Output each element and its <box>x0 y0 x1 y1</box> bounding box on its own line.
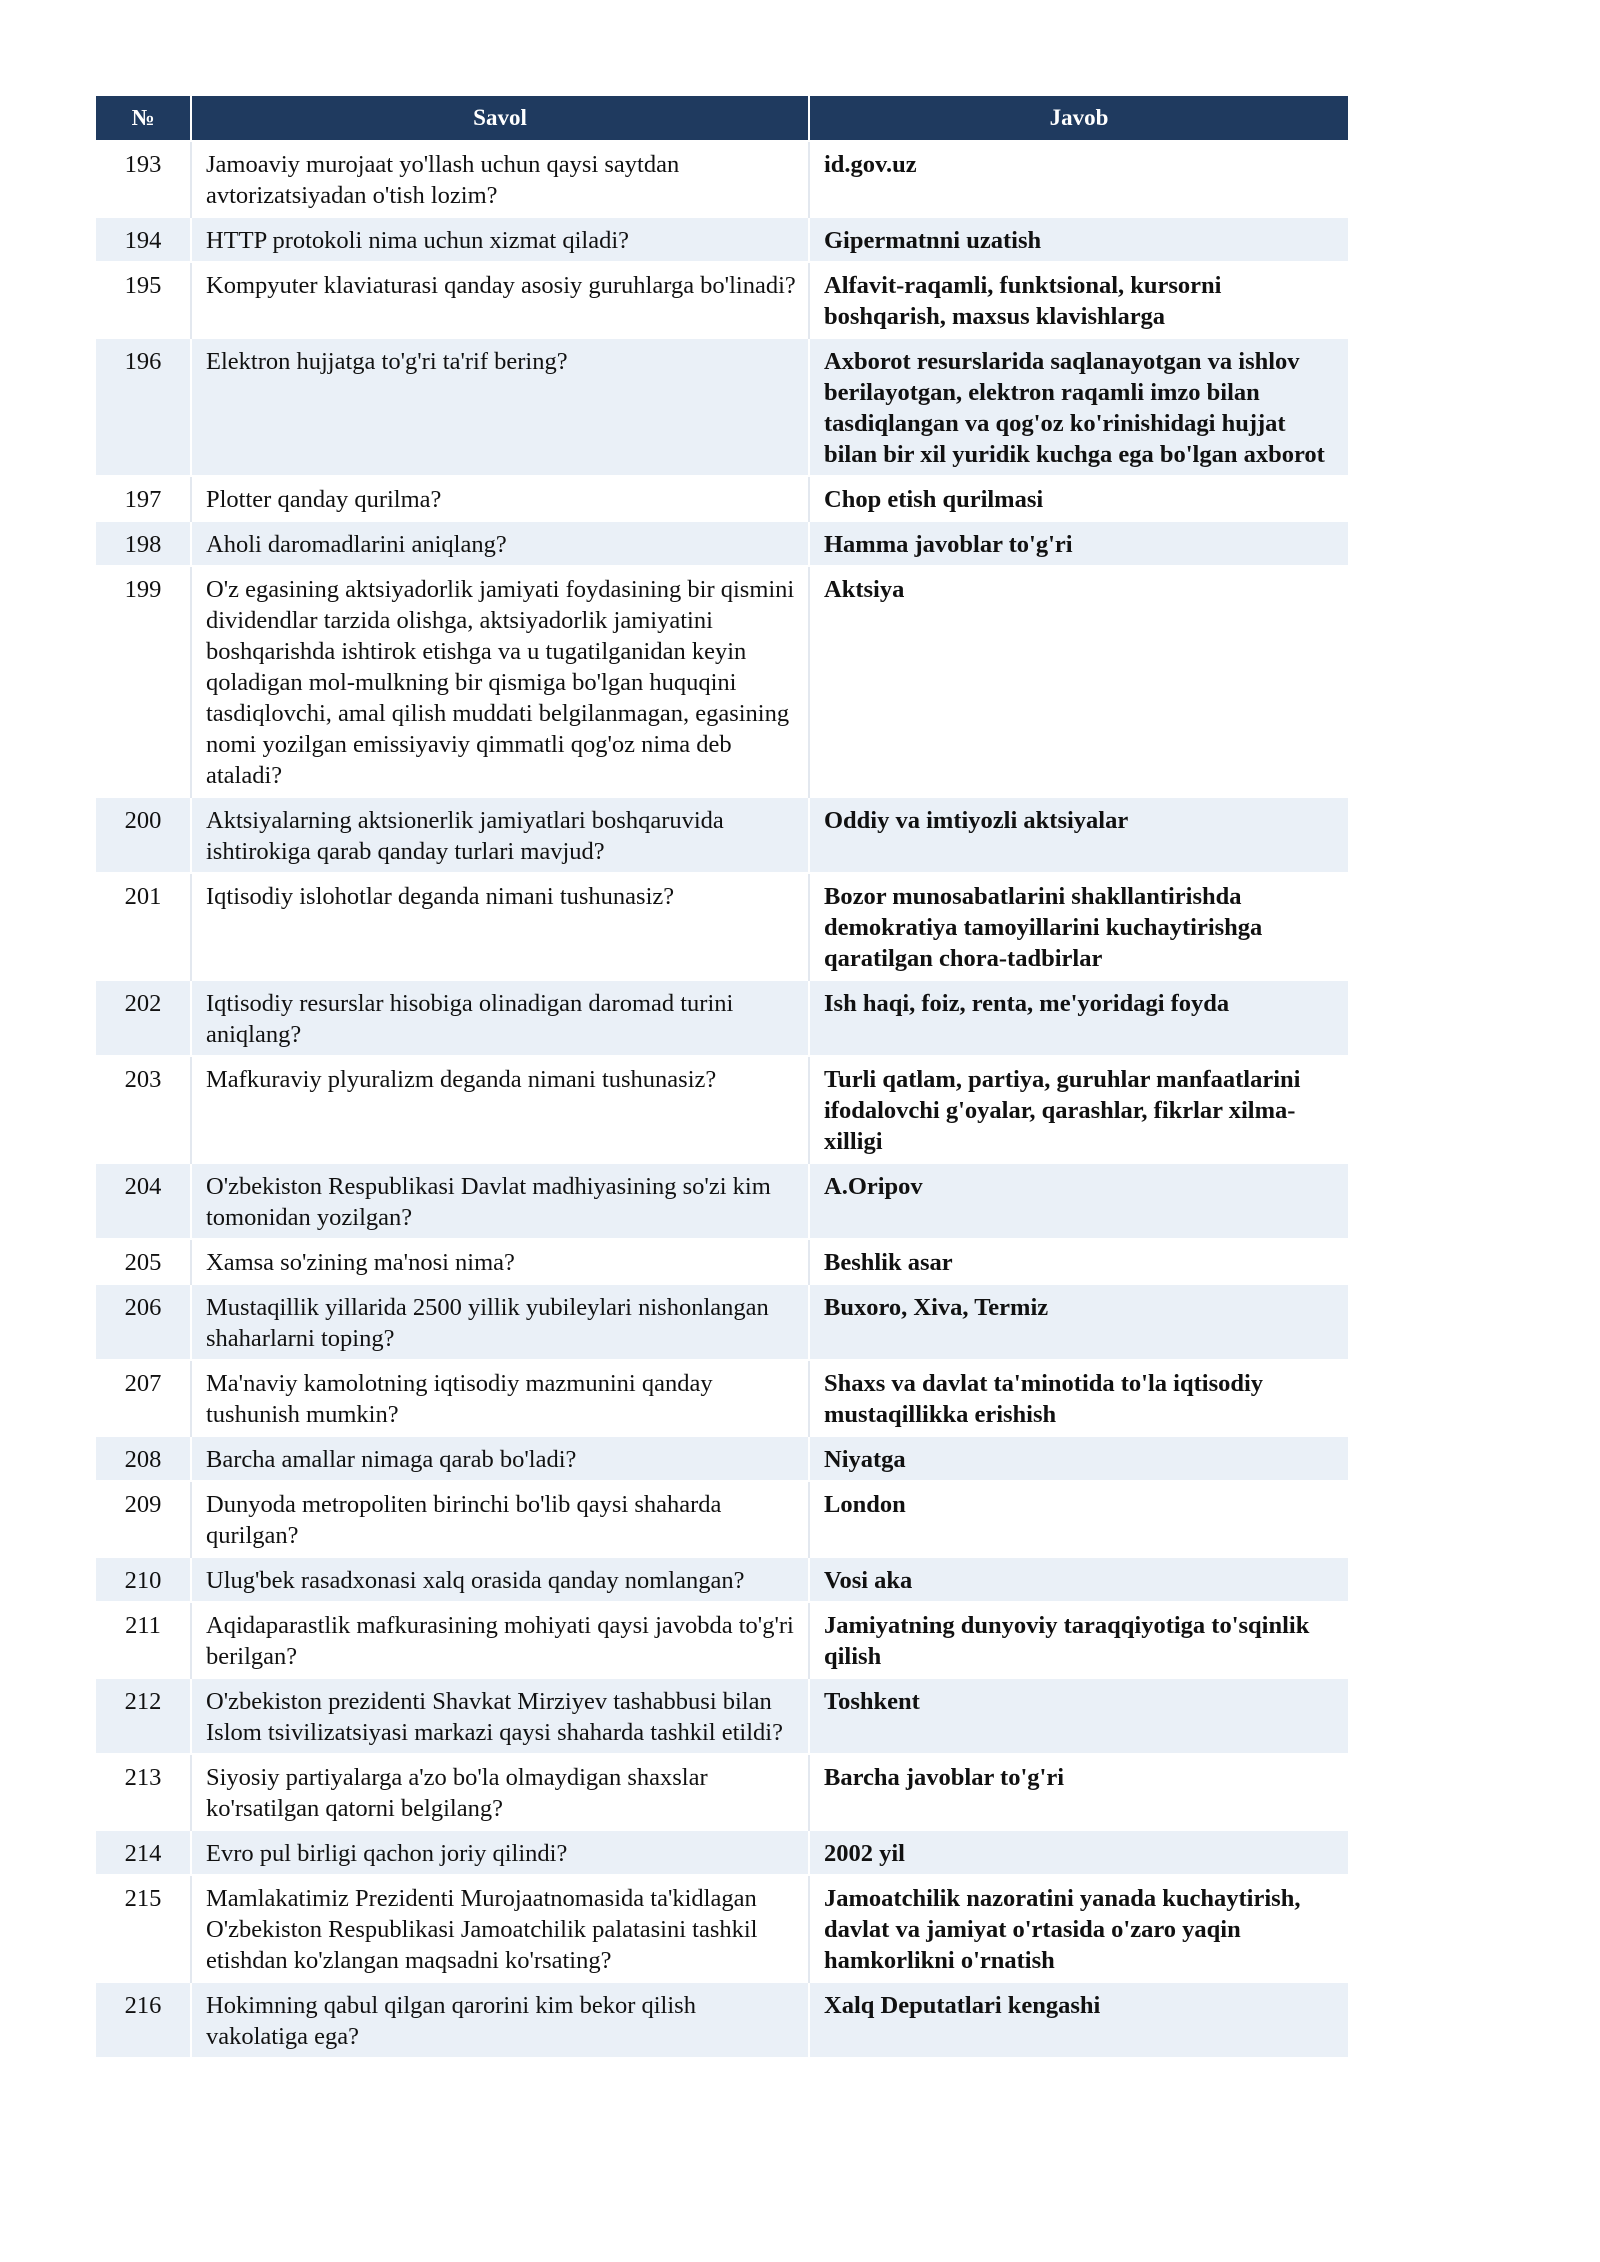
row-question: Barcha amallar nimaga qarab bo'ladi? <box>191 1436 809 1481</box>
header-row <box>96 96 1348 141</box>
row-answer: Niyatga <box>809 1436 1348 1481</box>
table-row <box>96 797 1348 873</box>
table-row <box>96 141 1348 217</box>
row-question: O'zbekiston prezidenti Shavkat Mirziyev tashabbusi bilan Islom tsivilizatsiyasi markazi qaysi shaharda tashkil etildi? <box>191 1678 809 1754</box>
row-answer: Beshlik asar <box>809 1239 1348 1284</box>
header-question: Savol <box>191 96 809 141</box>
row-question: Aqidaparastlik mafkurasining mohiyati qaysi javobda to'g'ri berilgan? <box>191 1602 809 1678</box>
row-question: HTTP protokoli nima uchun xizmat qiladi? <box>191 217 809 262</box>
row-answer: Axborot resurslarida saqlanayotgan va ishlov berilayotgan, elektron raqamli imzo bilan tasdiqlangan va qog'oz ko'rinishidagi hujjat bilan bir xil yuridik kuchga ega bo'lgan axborot <box>809 338 1348 476</box>
row-answer: Vosi aka <box>809 1557 1348 1602</box>
row-question: Iqtisodiy islohotlar deganda nimani tushunasiz? <box>191 873 809 980</box>
row-number: 212 <box>96 1678 191 1754</box>
row-number: 204 <box>96 1163 191 1239</box>
row-number: 216 <box>96 1982 191 2057</box>
row-answer: Gipermatnni uzatish <box>809 217 1348 262</box>
row-question: Plotter qanday qurilma? <box>191 476 809 521</box>
row-number: 202 <box>96 980 191 1056</box>
row-number: 215 <box>96 1875 191 1982</box>
row-question: Evro pul birligi qachon joriy qilindi? <box>191 1830 809 1875</box>
row-answer: Aktsiya <box>809 566 1348 797</box>
row-number: 193 <box>96 141 191 217</box>
row-answer: Xalq Deputatlari kengashi <box>809 1982 1348 2057</box>
table-header <box>96 96 1348 141</box>
row-number: 197 <box>96 476 191 521</box>
table-row <box>96 1360 1348 1436</box>
row-question: Kompyuter klaviaturasi qanday asosiy guruhlarga bo'linadi? <box>191 262 809 338</box>
row-question: Dunyoda metropoliten birinchi bo'lib qaysi shaharda qurilgan? <box>191 1481 809 1557</box>
row-number: 195 <box>96 262 191 338</box>
row-question: O'zbekiston Respublikasi Davlat madhiyasining so'zi kim tomonidan yozilgan? <box>191 1163 809 1239</box>
row-number: 199 <box>96 566 191 797</box>
table-row <box>96 1436 1348 1481</box>
row-question: Mamlakatimiz Prezidenti Murojaatnomasida ta'kidlagan O'zbekiston Respublikasi Jamoatchilik palatasini tashkil etishdan ko'zlangan maqsadni ko'rsating? <box>191 1875 809 1982</box>
row-question: Elektron hujjatga to'g'ri ta'rif bering? <box>191 338 809 476</box>
row-answer: Bozor munosabatlarini shakllantirishda demokratiya tamoyillarini kuchaytirishga qaratilgan chora-tadbirlar <box>809 873 1348 980</box>
table-row <box>96 980 1348 1056</box>
table-row <box>96 566 1348 797</box>
row-number: 211 <box>96 1602 191 1678</box>
row-answer: 2002 yil <box>809 1830 1348 1875</box>
row-answer: Barcha javoblar to'g'ri <box>809 1754 1348 1830</box>
row-question: Siyosiy partiyalarga a'zo bo'la olmaydigan shaxslar ko'rsatilgan qatorni belgilang? <box>191 1754 809 1830</box>
table-row <box>96 1481 1348 1557</box>
table-row <box>96 1056 1348 1163</box>
header-answer: Javob <box>809 96 1348 141</box>
row-question: Ulug'bek rasadxonasi xalq orasida qanday nomlangan? <box>191 1557 809 1602</box>
table-row <box>96 1239 1348 1284</box>
row-question: Xamsa so'zining ma'nosi nima? <box>191 1239 809 1284</box>
row-number: 205 <box>96 1239 191 1284</box>
document-page <box>96 96 1348 2057</box>
table-row <box>96 873 1348 980</box>
row-number: 210 <box>96 1557 191 1602</box>
row-question: Mustaqillik yillarida 2500 yillik yubileylari nishonlangan shaharlarni toping? <box>191 1284 809 1360</box>
row-answer: Toshkent <box>809 1678 1348 1754</box>
row-answer: Shaxs va davlat ta'minotida to'la iqtisodiy mustaqillikka erishish <box>809 1360 1348 1436</box>
row-answer: A.Oripov <box>809 1163 1348 1239</box>
row-number: 201 <box>96 873 191 980</box>
row-number: 198 <box>96 521 191 566</box>
row-answer: Turli qatlam, partiya, guruhlar manfaatlarini ifodalovchi g'oyalar, qarashlar, fikrlar xilma-xilligi <box>809 1056 1348 1163</box>
table-row <box>96 1557 1348 1602</box>
table-row <box>96 217 1348 262</box>
row-number: 206 <box>96 1284 191 1360</box>
row-answer: Oddiy va imtiyozli aktsiyalar <box>809 797 1348 873</box>
row-answer: London <box>809 1481 1348 1557</box>
row-question: Aktsiyalarning aktsionerlik jamiyatlari boshqaruvida ishtirokiga qarab qanday turlari mavjud? <box>191 797 809 873</box>
row-answer: Hamma javoblar to'g'ri <box>809 521 1348 566</box>
row-number: 213 <box>96 1754 191 1830</box>
qa-table <box>96 96 1348 2057</box>
row-number: 207 <box>96 1360 191 1436</box>
row-number: 194 <box>96 217 191 262</box>
table-row <box>96 1875 1348 1982</box>
row-number: 200 <box>96 797 191 873</box>
row-question: Hokimning qabul qilgan qarorini kim bekor qilish vakolatiga ega? <box>191 1982 809 2057</box>
table-row <box>96 1284 1348 1360</box>
table-body <box>96 141 1348 2057</box>
row-question: Iqtisodiy resurslar hisobiga olinadigan daromad turini aniqlang? <box>191 980 809 1056</box>
row-number: 214 <box>96 1830 191 1875</box>
row-number: 203 <box>96 1056 191 1163</box>
table-row <box>96 521 1348 566</box>
table-row <box>96 262 1348 338</box>
row-answer: id.gov.uz <box>809 141 1348 217</box>
row-number: 208 <box>96 1436 191 1481</box>
table-row <box>96 1602 1348 1678</box>
row-question: Aholi daromadlarini aniqlang? <box>191 521 809 566</box>
table-row <box>96 476 1348 521</box>
row-answer: Jamiyatning dunyoviy taraqqiyotiga to'sqinlik qilish <box>809 1602 1348 1678</box>
row-answer: Alfavit-raqamli, funktsional, kursorni boshqarish, maxsus klavishlarga <box>809 262 1348 338</box>
row-number: 209 <box>96 1481 191 1557</box>
table-row <box>96 1830 1348 1875</box>
row-question: Mafkuraviy plyuralizm deganda nimani tushunasiz? <box>191 1056 809 1163</box>
header-number: № <box>96 96 191 141</box>
row-question: Jamoaviy murojaat yo'llash uchun qaysi saytdan avtorizatsiyadan o'tish lozim? <box>191 141 809 217</box>
row-question: O'z egasining aktsiyadorlik jamiyati foydasining bir qismini dividendlar tarzida olishga, aktsiyadorlik jamiyatini boshqarishda ishtirok etishga va u tugatilganidan keyin qoladigan mol-mulkning bir qismiga bo'lgan huquqini tasdiqlovchi, amal qilish muddati belgilanmagan, egasining nomi yozilgan emissiyaviy qimmatli qog'oz nima deb ataladi? <box>191 566 809 797</box>
row-answer: Chop etish qurilmasi <box>809 476 1348 521</box>
row-answer: Ish haqi, foiz, renta, me'yoridagi foyda <box>809 980 1348 1056</box>
row-answer: Buxoro, Xiva, Termiz <box>809 1284 1348 1360</box>
table-row <box>96 1754 1348 1830</box>
row-number: 196 <box>96 338 191 476</box>
table-row <box>96 1163 1348 1239</box>
row-question: Ma'naviy kamolotning iqtisodiy mazmunini qanday tushunish mumkin? <box>191 1360 809 1436</box>
table-row <box>96 1678 1348 1754</box>
table-row <box>96 1982 1348 2057</box>
row-answer: Jamoatchilik nazoratini yanada kuchaytirish, davlat va jamiyat o'rtasida o'zaro yaqin hamkorlikni o'rnatish <box>809 1875 1348 1982</box>
table-row <box>96 338 1348 476</box>
